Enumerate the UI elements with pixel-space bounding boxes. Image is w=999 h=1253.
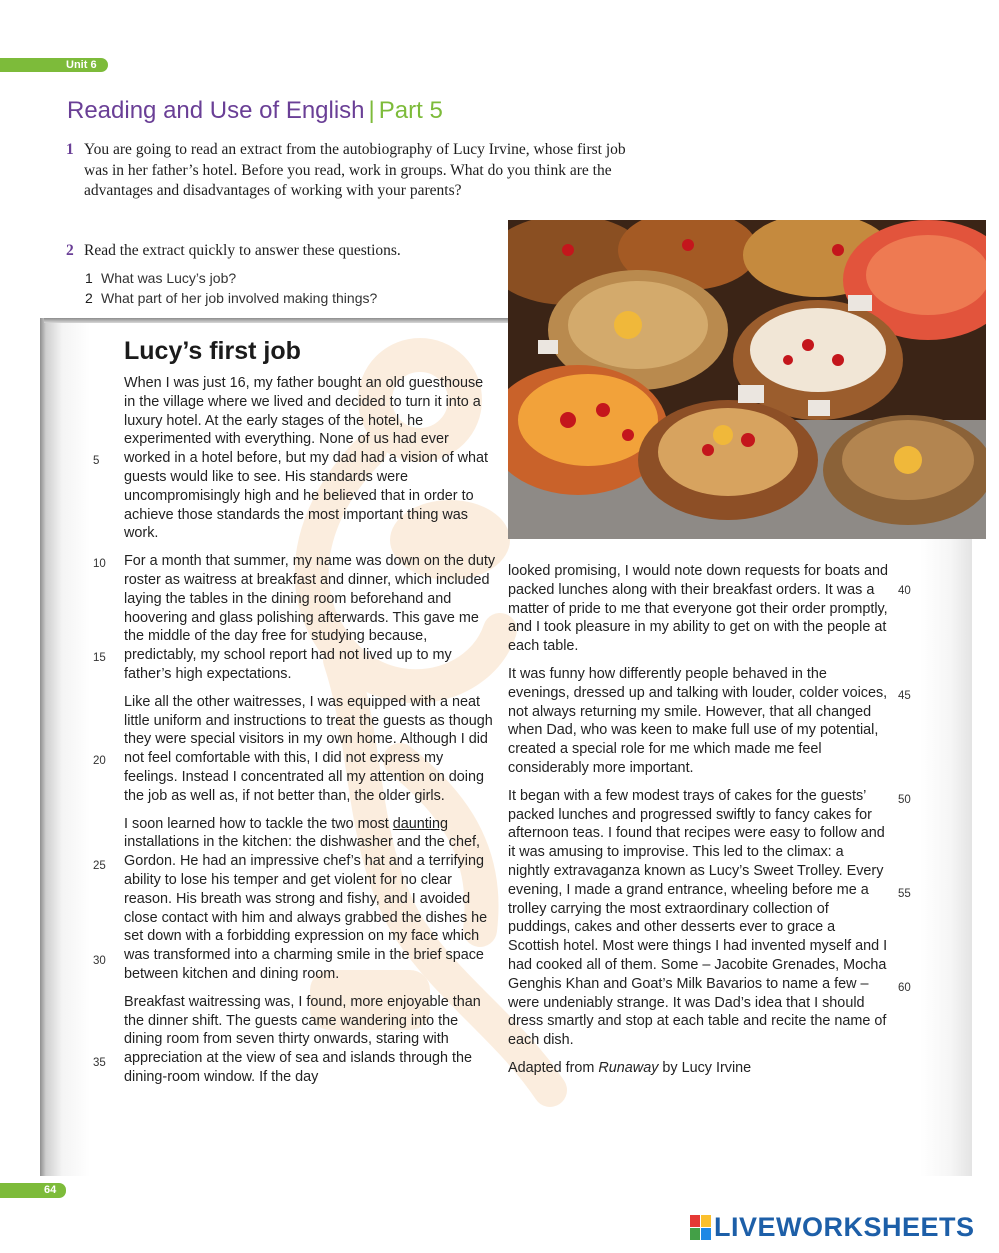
article-paragraph: Breakfast waitressing was, I found, more enjoyable than the dinner shift. The guests came wandering into the dining room from seven thirty onwards, staring with appreciation at the view of sea and islands through the dining-room window. If the day [124, 993, 481, 1085]
line-number: 50 [898, 794, 911, 806]
source-book-title: Runaway [598, 1059, 659, 1076]
article-page-edge [44, 318, 508, 323]
task-1-number: 1 [66, 141, 74, 158]
line-number: 60 [898, 982, 911, 994]
article-paragraph: Like all the other waitresses, I was equipped with a neat little uniform and instructions to treat the guests as though they were special visitors in my own home. Although I did not feel comfortable with this, I did not express my feelings. Instead I concentrated all my attention on doing the job as well as, if not better than, the older girls. [124, 693, 493, 804]
question-item [85, 288, 377, 308]
question-text: What part of her job involved making things? [101, 290, 378, 306]
article-paragraph: It was funny how differently people behaved in the evenings, dressed up and talking with louder, colder voices, not always returning my smile. However, that all changed when Dad, who was keen to make full use of my potential, created a special role for me which made me feel considerably more important. [508, 665, 888, 776]
line-number: 55 [898, 888, 911, 900]
article-paragraph [124, 815, 496, 984]
article-paragraph: For a month that summer, my name was down on the duty roster as waitress at breakfast and dinner, which included laying the tables in the dining room beforehand and hoovering and glass polishing afterwards. This gave me the middle of the day free for studying because, predictably, my school report had not lived up to my father’s high expectations. [124, 553, 496, 682]
article-paragraph: looked promising, I would note down requests for boats and packed lunches along with their breakfast orders. It was a matter of pride to me that everyone got their order promptly, and I took pleasure in my ability to get on with the people at each table. [508, 563, 888, 655]
line-number: 5 [93, 455, 100, 467]
unit-tab: Unit 6 [0, 58, 108, 72]
line-number: 30 [93, 955, 106, 967]
page-number: 64 [0, 1183, 66, 1198]
source-prefix: Adapted from [508, 1059, 599, 1076]
line-number: 10 [93, 558, 106, 570]
question-number: 1 [85, 270, 93, 286]
task-2-text: Read the extract quickly to answer these questions. [84, 242, 401, 259]
article-paragraph: It began with a few modest trays of cakes for the guests’ packed lunches and progressed swiftly to fancy cakes for afternoon teas. I found that recipes were easy to follow and it was amusing to improvise. This led to the climax: a nightly extravaganza known as Lucy’s Sweet Trolley. Every evening, I made a grand entrance, wheeling before me a trolley carrying the most extraordinary collection of puddings, cakes and other desserts ever to grace a Scottish hotel. Most were things I had invented myself and I had cooked all of them. Some – Jacobite Grenades, Mocha Genghis Khan and Goat’s Milk Bavarios to name a few – were undeniably strange. It was Dad’s idea that I should dress smartly and stop at each table and recite the name of each dish. [508, 787, 888, 1049]
task-1 [66, 140, 646, 202]
liveworksheets-logo[interactable] [690, 1212, 975, 1244]
question-item [85, 268, 377, 288]
paragraph-text: installations in the kitchen: the dishwasher and the chef, Gordon. He had an impressive chef’s hat and a terrifying ability to lose his temper and get violent for no clear reason. His breath was strong and fishy, and I avoided close contact with him and always grabbed the dishes he set down with a forbidding expression on my face which was transformed into a charming smile in the brief space between kitchen and dining room. [124, 834, 488, 982]
task-2-number: 2 [66, 242, 74, 259]
logo-tiles-icon [690, 1215, 712, 1241]
cakes-photo [508, 220, 986, 539]
article-column-right [508, 562, 888, 1087]
logo-wordmark: LIVEWORKSHEETS [714, 1212, 975, 1242]
line-number: 35 [93, 1057, 106, 1069]
underlined-word: daunting [392, 815, 448, 832]
section-title-separator: | [368, 97, 375, 124]
article-title: Lucy’s first job [124, 337, 301, 365]
line-number: 40 [898, 585, 911, 597]
question-text: What was Lucy’s job? [101, 270, 237, 286]
source-suffix: by Lucy Irvine [658, 1059, 752, 1076]
article-source [508, 1059, 888, 1078]
question-list [85, 268, 377, 308]
line-number: 25 [93, 860, 106, 872]
line-number: 15 [93, 652, 106, 664]
line-number: 45 [898, 690, 911, 702]
section-title-part: Part 5 [378, 97, 443, 124]
article-paragraph: When I was just 16, my father bought an old guesthouse in the village where we lived and decided to turn it into a luxury hotel. At the early stages of the hotel, he experimented with everything. None of us had ever worked in a hotel before, but my dad had a vision of what guests would like to see. His standards were uncompromisingly high and he believed that in order to achieve those standards the most important thing was work. [124, 375, 488, 542]
task-2 [66, 241, 506, 262]
section-title-main: Reading and Use of English [67, 97, 365, 124]
section-title [67, 96, 443, 126]
line-number: 20 [93, 755, 106, 767]
question-number: 2 [85, 290, 93, 306]
paragraph-text: I soon learned how to tackle the two most [124, 815, 393, 832]
article-column-left [124, 374, 496, 1096]
task-1-text: You are going to read an extract from the autobiography of Lucy Irvine, whose first job was in her father’s hotel. Before you read, work in groups. What do you think are the advantages and disadvantages of working with your parents? [84, 141, 626, 199]
